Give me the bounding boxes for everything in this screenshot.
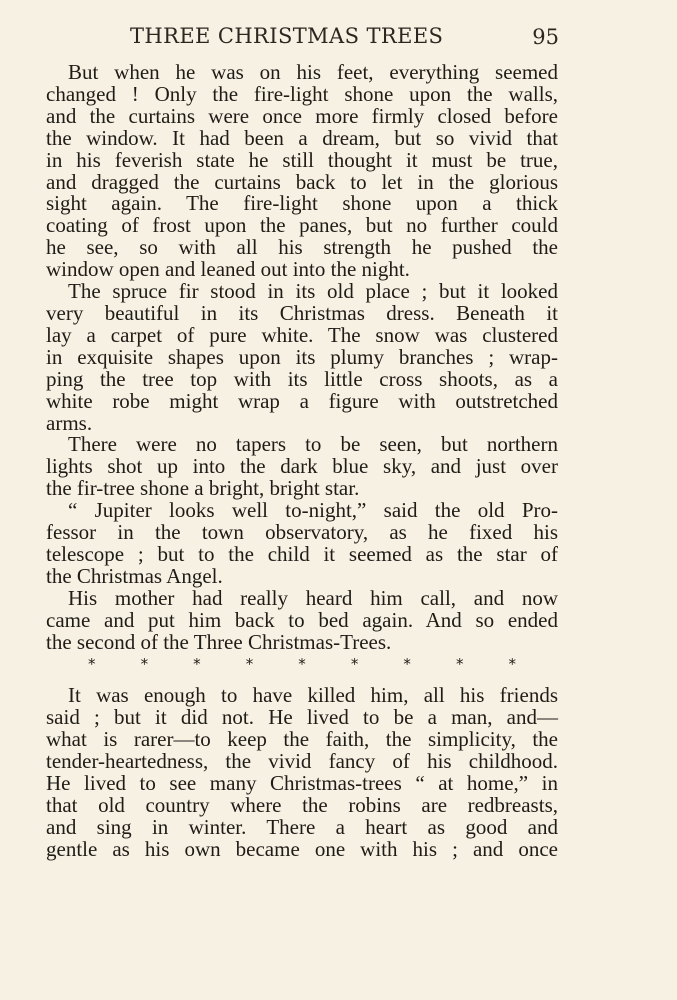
paragraph-6 bbox=[46, 685, 558, 860]
asterisk: * bbox=[455, 655, 464, 674]
text-line: in his feverish state he still thought it must be true, bbox=[46, 147, 558, 172]
asterisk: * bbox=[350, 655, 359, 674]
text-line: There were no tapers to be seen, but northern bbox=[68, 432, 558, 457]
text-line: His mother had really heard him call, and now bbox=[68, 585, 558, 610]
text-line: sight again. The fire-light shone upon a thick bbox=[46, 191, 558, 216]
paragraph-1 bbox=[46, 62, 558, 281]
text-line: that old country where the robins are redbreasts, bbox=[46, 793, 558, 817]
running-title: THREE CHRISTMAS TREES bbox=[130, 24, 444, 48]
text-line: came and put him back to bed again. And so ended bbox=[46, 607, 558, 632]
body-text bbox=[46, 62, 558, 861]
paragraph-2 bbox=[46, 281, 558, 434]
text-line: coating of frost upon the panes, but no further could bbox=[46, 213, 558, 238]
paragraph-3 bbox=[46, 434, 558, 500]
text-line: changed ! Only the fire-light shone upon the walls, bbox=[46, 81, 558, 106]
paragraph-4 bbox=[46, 500, 558, 588]
text-line: “ Jupiter looks well to-night,” said the old Pro- bbox=[68, 498, 558, 523]
text-line: what is rarer—to keep the faith, the simplicity, the bbox=[46, 727, 558, 752]
text-line: said ; but it did not. He lived to be a man, and— bbox=[46, 705, 558, 730]
text-line: The spruce fir stood in its old place ; but it looked bbox=[68, 279, 558, 304]
asterisk: * bbox=[193, 655, 201, 674]
text-line: the fir-tree shone a bright, bright star. bbox=[46, 476, 360, 501]
text-line: But when he was on his feet, everything seemed bbox=[68, 60, 558, 84]
text-line: the window. It had been a dream, but so vivid that bbox=[46, 125, 558, 150]
text-line: It was enough to have killed him, all his friends bbox=[68, 683, 558, 708]
text-line: gentle as his own became one with his ; and once bbox=[46, 836, 558, 861]
text-line: He lived to see many Christmas-trees “ at home,” in bbox=[46, 771, 558, 796]
asterisk: * bbox=[508, 655, 516, 674]
text-line: in exquisite shapes upon its plumy branches ; wrap- bbox=[46, 344, 558, 369]
text-line: window open and leaned out into the night. bbox=[46, 257, 410, 282]
text-line: the second of the Three Christmas-Trees. bbox=[46, 629, 392, 654]
page-number: 95 bbox=[532, 25, 559, 49]
asterisk: * bbox=[245, 655, 254, 674]
text-line: he see, so with all his strength he pushed the bbox=[46, 235, 558, 260]
paragraph-5 bbox=[46, 585, 558, 654]
text-line: ping the tree top with its little cross shoots, as a bbox=[46, 366, 558, 391]
text-line: arms. bbox=[46, 410, 93, 435]
text-line: the Christmas Angel. bbox=[46, 563, 223, 588]
asterisk: * bbox=[403, 655, 411, 674]
asterisk: * bbox=[140, 655, 149, 674]
text-line: and dragged the curtains back to let in the glorious bbox=[46, 169, 558, 194]
text-line: lights shot up into the dark blue sky, and just over bbox=[46, 454, 558, 479]
text-line: tender-heartedness, the vivid fancy of his childhood. bbox=[46, 749, 558, 774]
text-line: and sing in winter. There a heart as good and bbox=[46, 814, 558, 839]
asterisk: * bbox=[298, 655, 306, 674]
text-line: telescope ; but to the child it seemed as the star of bbox=[46, 541, 558, 566]
text-line: lay a carpet of pure white. The snow was clustered bbox=[46, 322, 558, 347]
text-line: white robe might wrap a figure with outstretched bbox=[46, 388, 558, 413]
asterisk: * bbox=[88, 655, 96, 674]
text-line: very beautiful in its Christmas dress. Beneath it bbox=[46, 300, 558, 325]
section-separator bbox=[46, 653, 558, 675]
text-line: and the curtains were once more firmly closed before bbox=[46, 103, 558, 128]
text-line: fessor in the town observatory, as he fixed his bbox=[46, 520, 558, 545]
